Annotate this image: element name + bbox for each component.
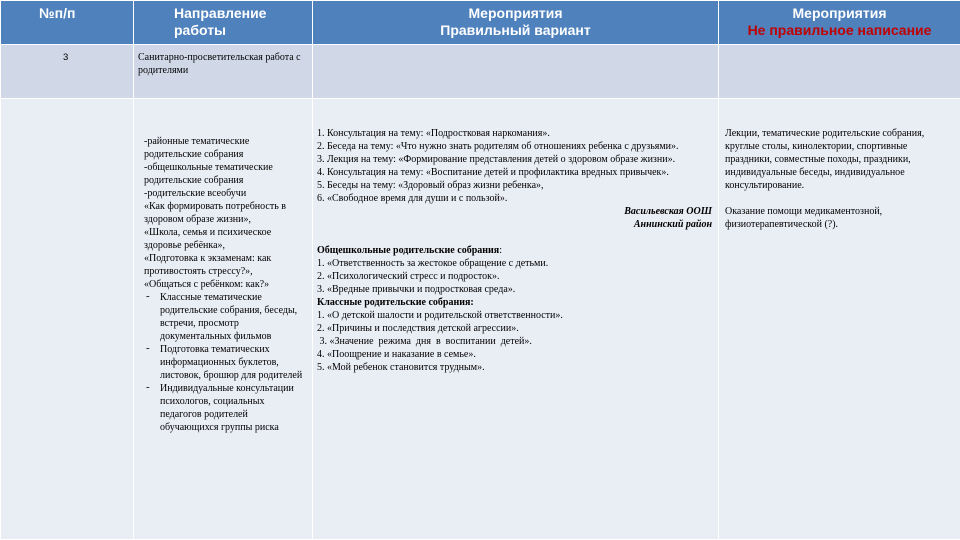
class-meetings-heading: Классные родительские собрания: [317, 297, 474, 308]
list-item: 2. «Причины и последствия детской агрессии». [317, 323, 519, 334]
list-item: 6. «Свободное время для души и с пользой». [317, 193, 508, 204]
list-item: 2. «Психологический стресс и подросток». [317, 271, 500, 282]
direction-line: «Подготовка к экзаменам: как противостоять стрессу?», [144, 253, 272, 277]
header-number: №п/п [1, 1, 134, 45]
direction-line: «Школа, семья и психическое здоровье ребёнка», [144, 227, 272, 251]
header-wrong: Мероприятия Не правильное написание [719, 1, 960, 45]
signature-school: Васильевская ООШ [624, 206, 712, 217]
row-direction: Санитарно-просветительская работа с родителями [134, 45, 313, 99]
direction-line: «Общаться с ребёнком: как?» [144, 279, 270, 290]
wrong-text: Оказание помощи медикаментозной, физиотерапевтической (?). [725, 206, 883, 230]
list-item: - Подготовка тематических информационных буклетов, листовок, брошюр для родителей [144, 343, 308, 382]
direction-bullets [144, 291, 308, 434]
list-item: 1. Консультация на тему: «Подростковая наркомания». [317, 128, 550, 139]
list-item: 5. Беседы на тему: «Здоровый образ жизни ребенка», [317, 180, 544, 191]
list-item: - Классные тематические родительские собрания, беседы, встречи, просмотр документальных фильмов [144, 291, 308, 343]
direction-line: «Как формировать потребность в здоровом образе жизни», [144, 201, 286, 225]
row-number-empty [1, 99, 134, 540]
correct-cell [313, 99, 719, 540]
row-correct-empty [313, 45, 719, 99]
list-item: 1. «О детской шалости и родительской ответственности». [317, 310, 563, 321]
school-meetings-heading: Общешкольные родительские собрания: [317, 245, 502, 256]
row-number: 3 [1, 45, 134, 99]
list-item: 3. «Вредные привычки и подростковая среда». [317, 284, 516, 295]
direction-line: -родительские всеобучи [144, 188, 247, 199]
direction-cell [134, 99, 313, 540]
list-item: 3. Лекция на тему: «Формирование представления детей о здоровом образе жизни». [317, 154, 676, 165]
wrong-cell [719, 99, 960, 540]
table-row [1, 99, 960, 540]
list-item: 4. «Поощрение и наказание в семье». [317, 349, 476, 360]
header-correct: Мероприятия Правильный вариант [313, 1, 719, 45]
list-item: 5. «Мой ребенок становится трудным». [317, 362, 485, 373]
list-item: 3. «Значение режима дня в воспитании детей». [317, 336, 532, 347]
list-item: 4. Консультация на тему: «Воспитание детей и профилактика вредных привычек». [317, 167, 669, 178]
row-wrong-empty [719, 45, 960, 99]
list-item: - Индивидуальные консультации психологов, социальных педагогов родителей обучающихся группы риска [144, 382, 308, 434]
list-item: 2. Беседа на тему: «Что нужно знать родителям об отношениях ребенка с друзьями». [317, 141, 679, 152]
direction-line: -общешкольные тематические родительские собрания [144, 162, 273, 186]
direction-line: -районные тематические родительские собрания [144, 136, 250, 160]
wrong-text: Лекции, тематические родительские собрания, круглые столы, кинолектории, спортивные праздники, совместные походы, праздники, индивидуальные беседы, индивидуальное консультирование. [725, 128, 925, 191]
header-direction: Направление работы [134, 1, 313, 45]
header-row [1, 1, 960, 45]
table-row [1, 45, 960, 99]
signature-district: Аннинский район [633, 219, 712, 230]
list-item: 1. «Ответственность за жестокое обращение с детьми. [317, 258, 549, 269]
